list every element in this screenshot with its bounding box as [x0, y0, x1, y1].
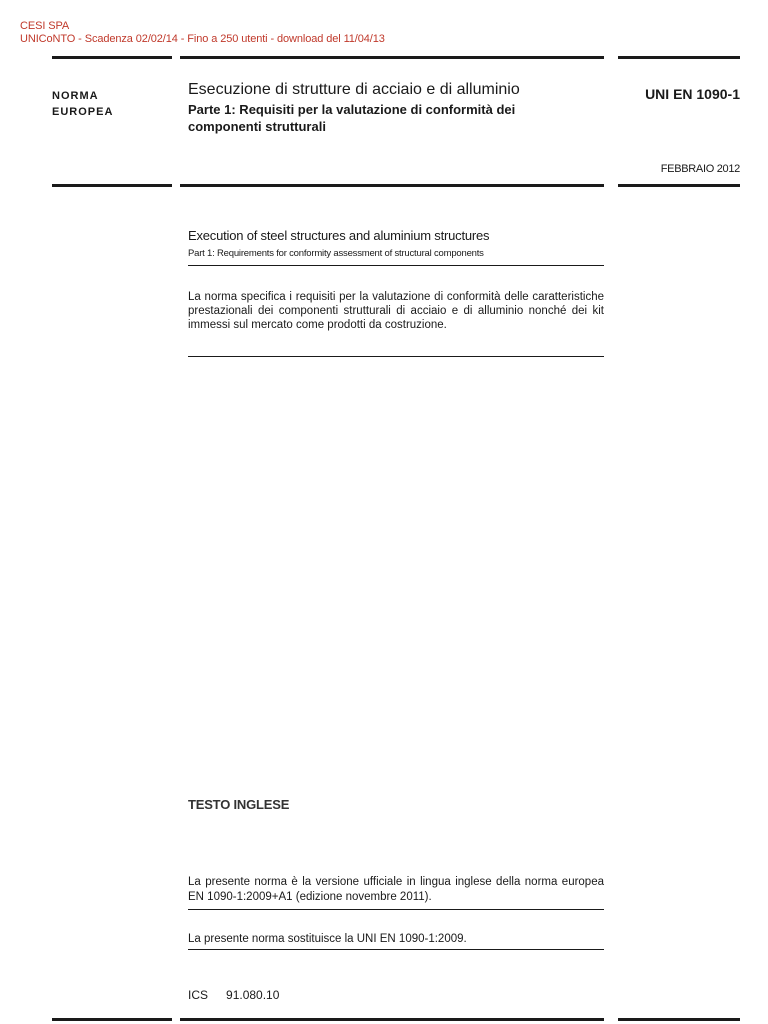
ics-classification: [188, 988, 279, 1002]
ics-label: ICS: [188, 988, 209, 1002]
document-title: Esecuzione di strutture di acciaio e di alluminio: [188, 81, 520, 98]
official-version-paragraph: La presente norma è la versione ufficiale in lingua inglese della norma europea EN 1090-1:2009+A1 (edizione novembre 2011).: [188, 876, 604, 903]
bottom-rule-right: [618, 1018, 740, 1021]
watermark-line-1: CESI SPA: [20, 20, 70, 32]
publication-date: FEBBRAIO 2012: [660, 163, 740, 175]
abstract-rule: [188, 356, 604, 357]
top-rule-left: [52, 56, 172, 59]
header-rule-right: [618, 184, 740, 187]
bottom-rule-left: [52, 1018, 172, 1021]
official-version-rule: [188, 909, 604, 910]
norma-label: NORMA: [52, 90, 99, 102]
standard-code: UNI EN 1090-1: [645, 86, 740, 102]
english-title-rule: [188, 265, 604, 266]
bottom-rule-center: [180, 1018, 604, 1021]
english-title: Execution of steel structures and aluminium structures: [188, 228, 490, 243]
replaces-rule: [188, 949, 604, 950]
watermark-line-2: UNICoNTO - Scadenza 02/02/14 - Fino a 250 utenti - download del 11/04/13: [20, 33, 385, 45]
europea-label: EUROPEA: [52, 106, 114, 118]
top-rule-center: [180, 56, 604, 59]
header-rule-center: [180, 184, 604, 187]
document-type-label: [52, 88, 172, 120]
header-rule-left: [52, 184, 172, 187]
abstract-text: La norma specifica i requisiti per la valutazione di conformità delle caratteristiche prestazionali dei componenti strutturali di acciaio e di alluminio nonché dei kit immessi sul mercato come prodotti da costruzione.: [188, 291, 604, 331]
document-subtitle: Parte 1: Requisiti per la valutazione di conformità dei componenti strutturali: [188, 102, 516, 134]
replaces-paragraph: La presente norma sostituisce la UNI EN 1090-1:2009.: [188, 933, 467, 945]
top-rule-right: [618, 56, 740, 59]
english-subtitle: Part 1: Requirements for conformity assessment of structural components: [188, 248, 484, 259]
language-note: TESTO INGLESE: [188, 797, 290, 812]
ics-code: 91.080.10: [226, 988, 280, 1002]
